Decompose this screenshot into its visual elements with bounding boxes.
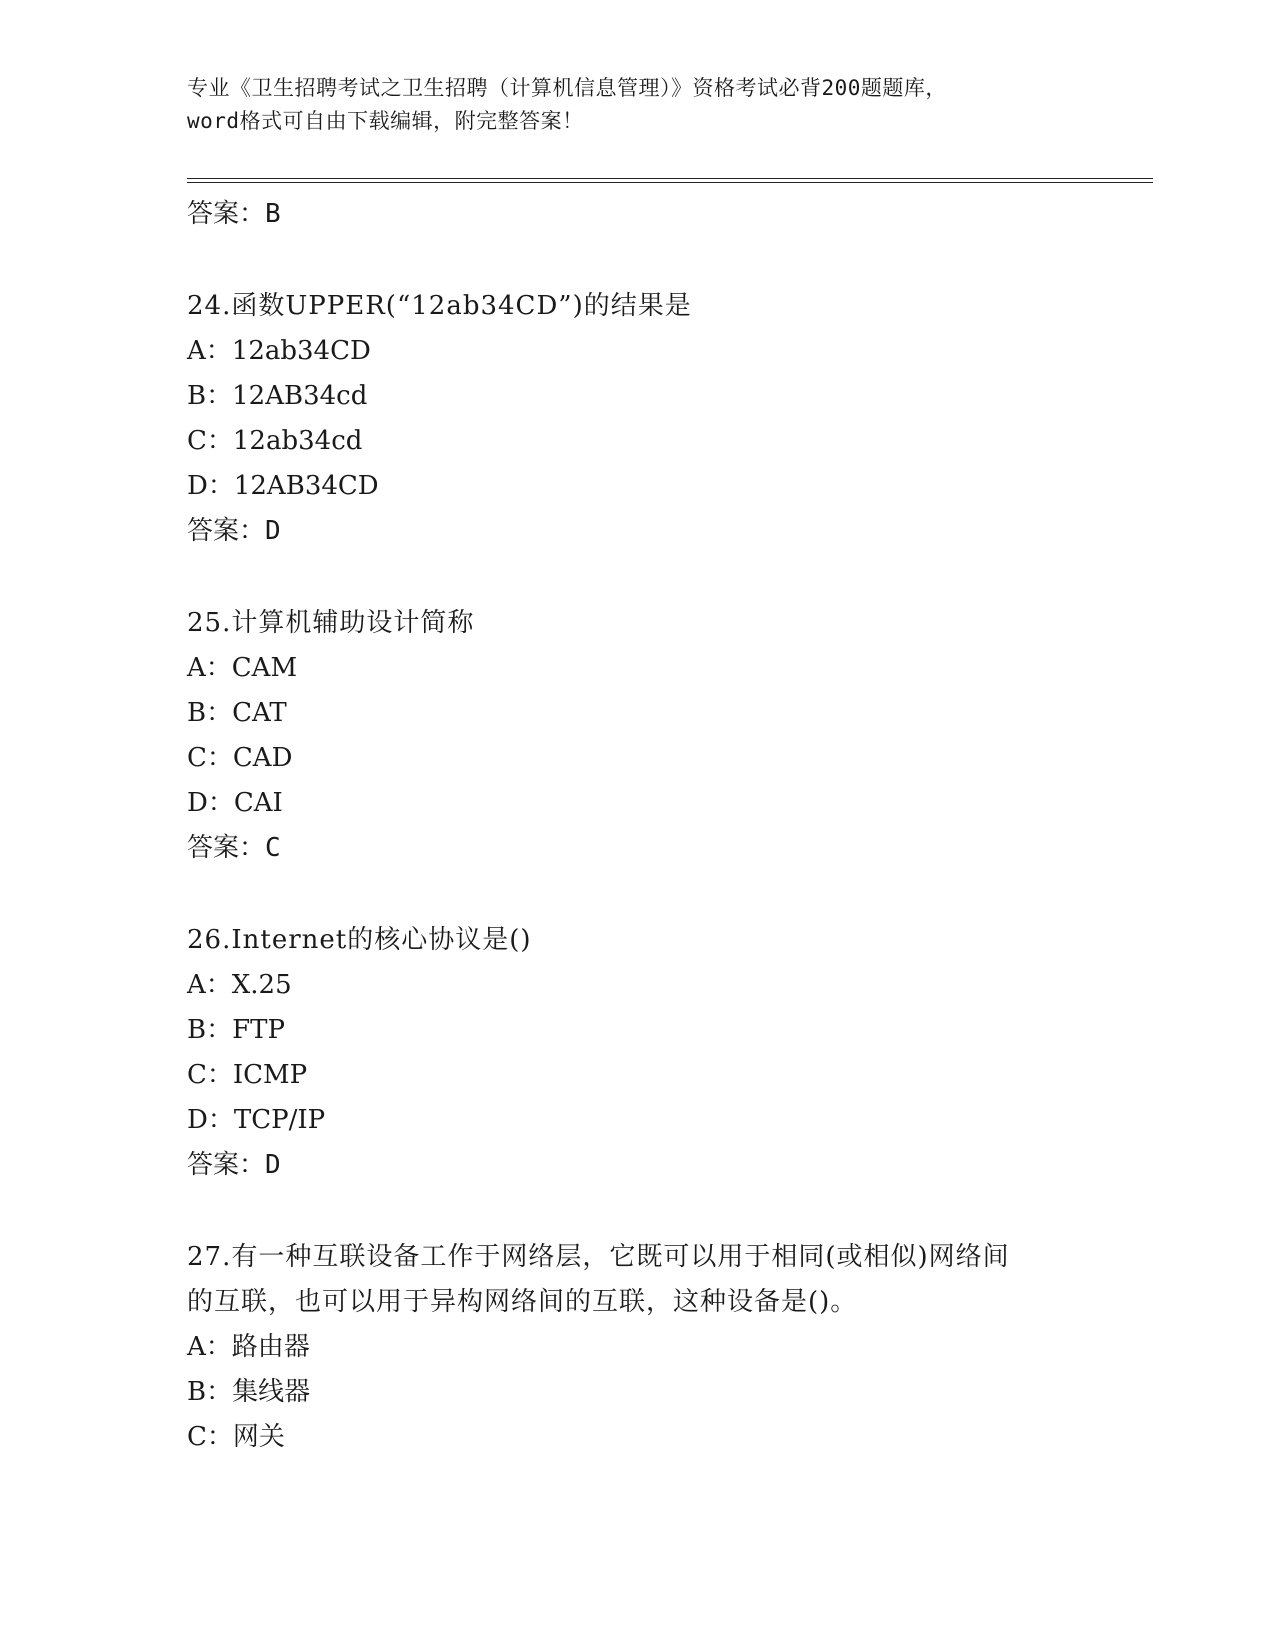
- question-27-option-c: C：网关: [187, 1422, 285, 1452]
- question-26-option-d: D：TCP/IP: [187, 1105, 326, 1135]
- question-24-title: 24.函数UPPER(“12ab34CD”)的结果是: [187, 291, 692, 321]
- question-25-option-a: A：CAM: [187, 653, 298, 683]
- document-header: [187, 72, 1087, 138]
- question-24-answer: 答案：D: [187, 516, 281, 546]
- question-25: [187, 601, 1107, 871]
- question-25-option-c: C：CAD: [187, 743, 293, 773]
- question-24-option-c: C：12ab34cd: [187, 426, 363, 456]
- question-27-title-line-1: 27.有一种互联设备工作于网络层，它既可以用于相同(或相似)网络间: [187, 1242, 1010, 1272]
- header-title-line-2: word格式可自由下载编辑，附完整答案！: [187, 109, 584, 133]
- question-26-option-c: C：ICMP: [187, 1060, 308, 1090]
- question-26-answer: 答案：D: [187, 1150, 281, 1180]
- question-24-option-d: D：12AB34CD: [187, 471, 379, 501]
- question-27-option-a: A：路由器: [187, 1332, 310, 1362]
- header-title-line-1: 专业《卫生招聘考试之卫生招聘（计算机信息管理）》资格考试必背200题题库，: [187, 76, 947, 100]
- question-25-option-b: B：CAT: [187, 698, 287, 728]
- header-divider-top: [187, 178, 1153, 179]
- question-list: [187, 192, 1107, 1460]
- question-26: [187, 918, 1107, 1188]
- spacer: [187, 237, 1107, 284]
- header-divider-bottom: [187, 182, 1153, 183]
- question-24-option-b: B：12AB34cd: [187, 381, 368, 411]
- spacer: [187, 554, 1107, 601]
- question-25-answer: 答案：C: [187, 833, 281, 863]
- question-27-title-line-2: 的互联，也可以用于异构网络间的互联，这种设备是()。: [187, 1287, 858, 1317]
- question-25-option-d: D：CAI: [187, 788, 283, 818]
- question-26-title: 26.Internet的核心协议是(): [187, 925, 532, 955]
- spacer: [187, 871, 1107, 918]
- question-24-option-a: A：12ab34CD: [187, 336, 371, 366]
- question-27-option-b: B：集线器: [187, 1377, 311, 1407]
- spacer: [187, 1188, 1107, 1235]
- question-26-option-a: A：X.25: [187, 970, 292, 1000]
- question-24: [187, 284, 1107, 554]
- question-26-option-b: B：FTP: [187, 1015, 285, 1045]
- question-27: [187, 1235, 1107, 1460]
- previous-answer: 答案：B: [187, 199, 281, 229]
- question-25-title: 25.计算机辅助设计简称: [187, 608, 475, 638]
